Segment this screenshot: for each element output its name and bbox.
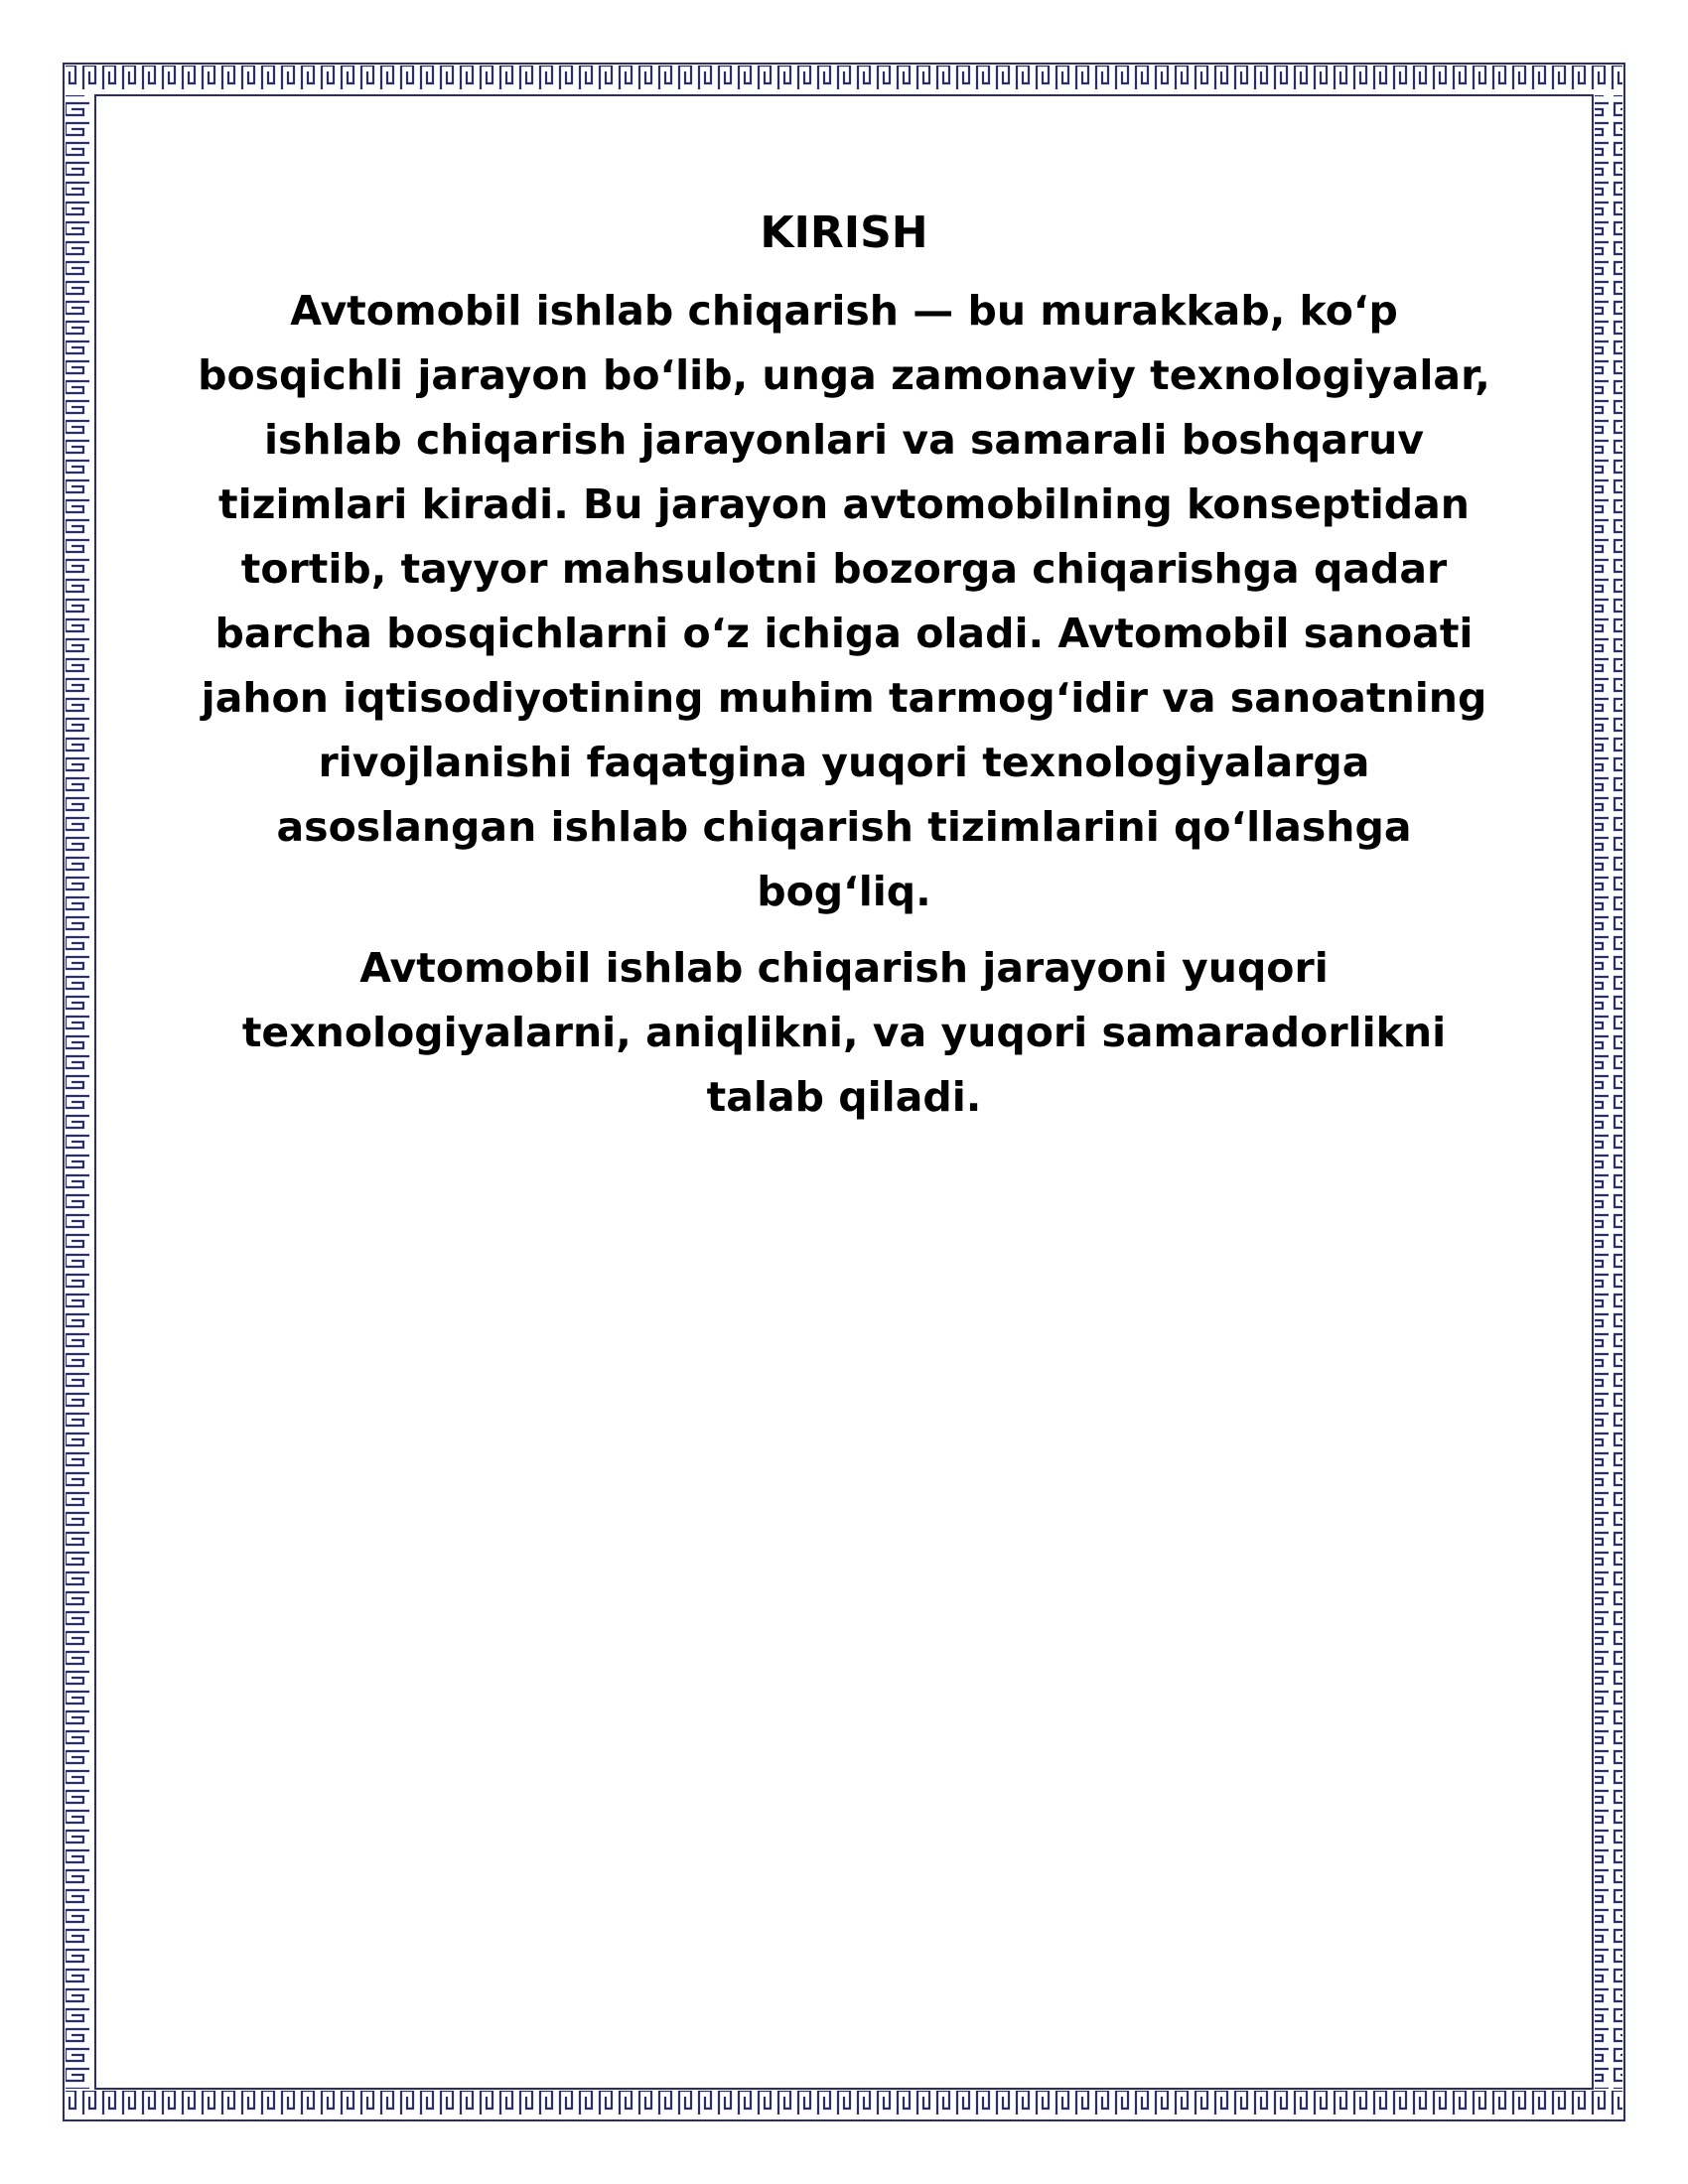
- document-body: [189, 204, 1499, 1142]
- intro-paragraph-1: Avtomobil ishlab chiqarish — bu murakkab, ko‘p bosqichli jarayon bo‘lib, unga zamonaviy texnologiyalar, ishlab chiqarish jarayonlari va samarali boshqaruv tizimlari kiradi. Bu jarayon avtomobilning konseptidan tortib, tayyor mahsulotni bozorga chiqarishga qadar barcha bosqichlarni o‘z ichiga oladi. Avtomobil sanoati jahon iqtisodiyotining muhim tarmog‘idir va sanoatning rivojlanishi faqatgina yuqori texnologiyalarga asoslangan ishlab chiqarish tizimlarini qo‘llashga bog‘liq.: [198, 287, 1490, 915]
- page-title: KIRISH: [760, 207, 928, 258]
- intro-paragraph-2: Avtomobil ishlab chiqarish jarayoni yuqori texnologiyalarni, aniqlikni, va yuqori samaradorlikni talab qiladi.: [241, 944, 1447, 1121]
